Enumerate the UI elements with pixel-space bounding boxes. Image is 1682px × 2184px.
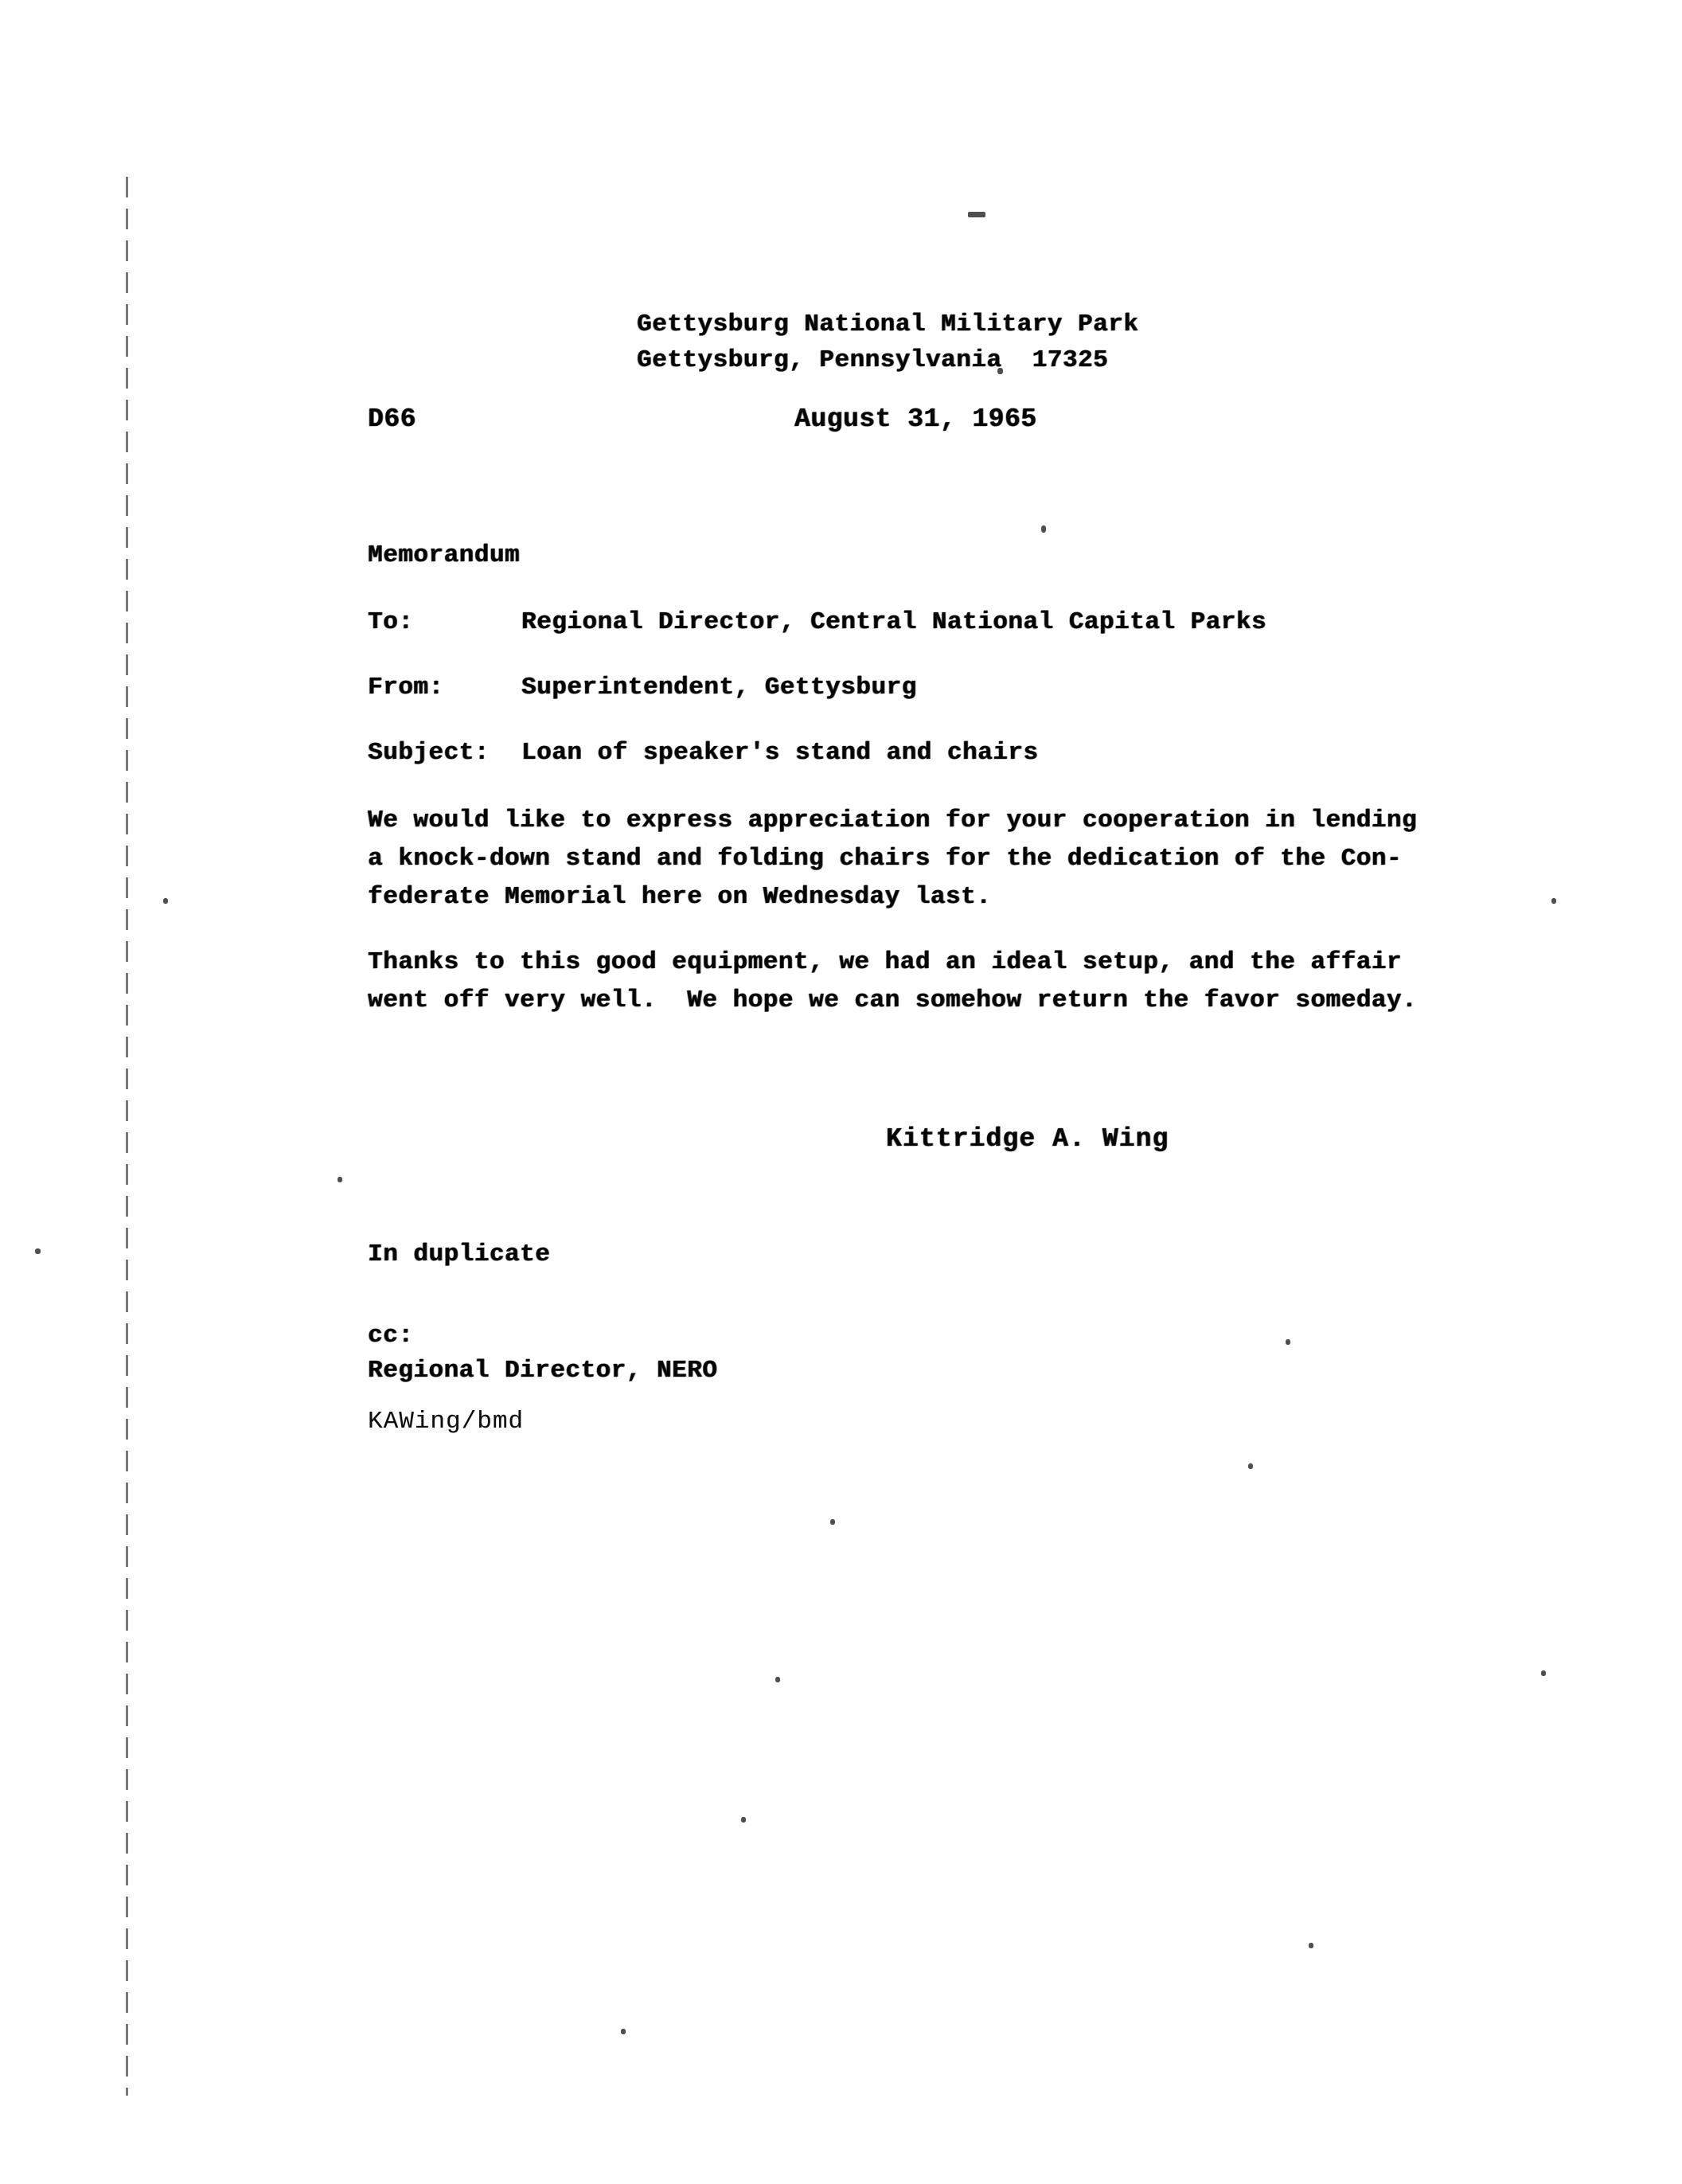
scan-speck-artifact bbox=[621, 2029, 626, 2034]
file-code: D66 bbox=[368, 404, 416, 434]
scan-speck-artifact bbox=[1286, 1339, 1290, 1345]
signature-name: Kittridge A. Wing bbox=[886, 1124, 1169, 1154]
memorandum-heading: Memorandum bbox=[368, 541, 521, 569]
scan-speck-artifact bbox=[338, 1177, 342, 1182]
cc-recipient: Regional Director, NERO bbox=[368, 1357, 718, 1385]
field-value-from: Superintendent, Gettysburg bbox=[521, 674, 917, 701]
paragraph-1-line-2: a knock-down stand and folding chairs for the dedication of the Con- bbox=[368, 845, 1403, 873]
scan-speck-artifact bbox=[1041, 525, 1046, 533]
paragraph-2-line-1: Thanks to this good equipment, we had an ideal setup, and the affair bbox=[368, 948, 1403, 976]
typist-initials: KAWing/bmd bbox=[368, 1408, 525, 1436]
scan-speck-artifact bbox=[1541, 1670, 1546, 1676]
paragraph-1-line-3: federate Memorial here on Wednesday last. bbox=[368, 883, 992, 911]
field-value-subject: Loan of speaker's stand and chairs bbox=[521, 739, 1039, 767]
scan-speck-artifact bbox=[1248, 1463, 1253, 1469]
letterhead-line-2: Gettysburg, Pennsylvania 17325 bbox=[637, 346, 1109, 374]
date: August 31, 1965 bbox=[794, 404, 1037, 434]
scan-speck-artifact bbox=[1309, 1943, 1313, 1948]
scan-speck-artifact bbox=[35, 1248, 41, 1254]
scan-speck-artifact bbox=[1551, 898, 1556, 904]
paragraph-2-line-2: went off very well. We hope we can somehow return the favor someday. bbox=[368, 987, 1418, 1014]
field-value-to: Regional Director, Central National Capital Parks bbox=[521, 608, 1267, 636]
field-label-from: From: bbox=[368, 674, 444, 701]
letterhead-line-1: Gettysburg National Military Park bbox=[637, 311, 1139, 338]
scan-speck-artifact bbox=[163, 898, 168, 904]
scan-speck-artifact bbox=[741, 1817, 746, 1823]
duplicate-note: In duplicate bbox=[368, 1240, 551, 1268]
cc-label: cc: bbox=[368, 1322, 414, 1350]
paragraph-1-line-1: We would like to express appreciation for your cooperation in lending bbox=[368, 807, 1418, 834]
scan-speck-artifact bbox=[775, 1677, 780, 1682]
field-label-to: To: bbox=[368, 608, 414, 636]
field-label-subject: Subject: bbox=[368, 739, 490, 767]
scan-speck-artifact bbox=[830, 1519, 835, 1525]
scan-speck-artifact bbox=[968, 212, 985, 217]
scan-margin-line-artifact bbox=[126, 177, 128, 2096]
